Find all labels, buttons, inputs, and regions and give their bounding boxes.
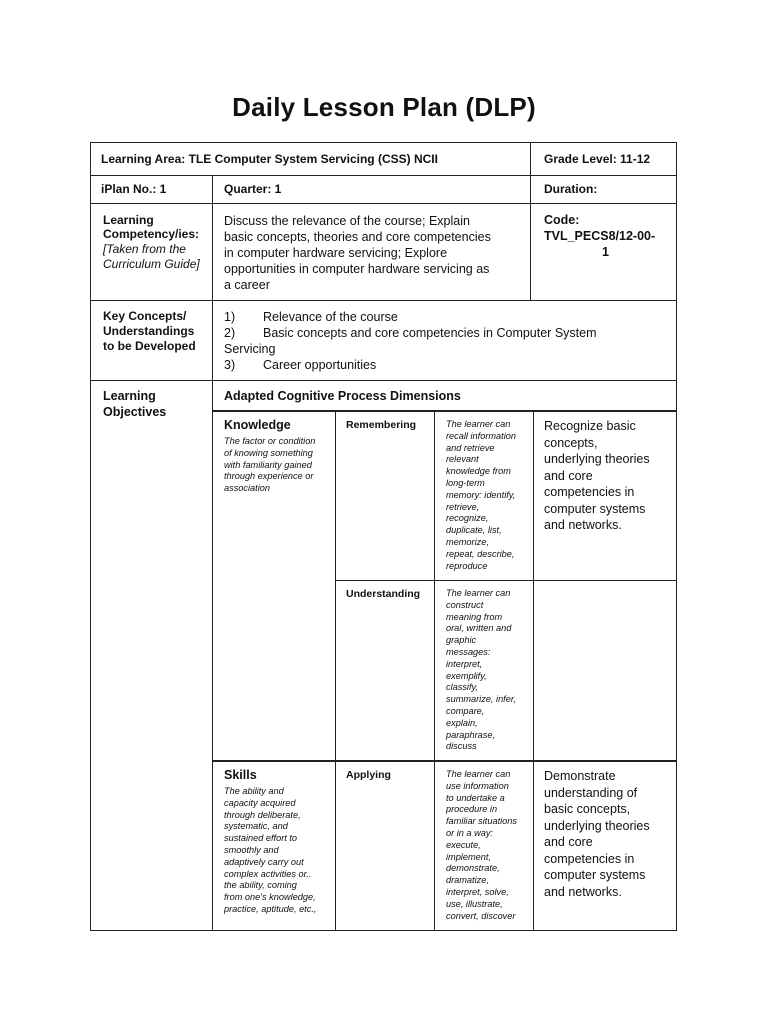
text-line: basic concepts, — [544, 802, 631, 816]
text-line: of knowing something — [224, 447, 313, 458]
text-line: computer systems — [544, 868, 646, 882]
knowledge-title: Knowledge — [224, 418, 291, 432]
page-title: Daily Lesson Plan (DLP) — [232, 92, 536, 122]
row-divider — [212, 760, 677, 762]
text-line: The learner can — [446, 419, 511, 429]
text-line: underlying theories — [544, 452, 650, 466]
text-line: Demonstrate — [544, 769, 616, 783]
understanding-label: Understanding — [346, 588, 421, 600]
text-line: recognize, — [446, 513, 489, 524]
concept-number: 3) — [224, 358, 236, 372]
text-line: long-term — [446, 478, 485, 488]
concept-number: 2) — [224, 326, 236, 340]
text-line: dramatize, — [446, 875, 489, 886]
text-line: Recognize basic — [544, 419, 636, 433]
competency-text: Discuss the relevance of the course; Explain — [224, 214, 470, 228]
competency-text: opportunities in computer hardware servicing as — [224, 262, 490, 276]
concept-item: Relevance of the course — [263, 310, 398, 324]
row-divider — [212, 410, 677, 412]
text-line: relevant — [446, 454, 479, 465]
text-line: understanding of — [544, 785, 638, 800]
text-line: procedure in — [446, 804, 498, 815]
text-line: adaptively carry out — [224, 856, 304, 867]
text-line: The learner can — [446, 769, 511, 779]
column-divider — [212, 175, 213, 380]
text-line: complex activities or.. — [224, 868, 312, 879]
text-line: the ability, coming — [224, 880, 297, 891]
competency-text: a career — [224, 278, 270, 292]
column-divider — [533, 410, 534, 931]
column-divider — [335, 410, 336, 931]
text-line: The factor or condition — [224, 436, 316, 446]
remembering-label: Remembering — [346, 419, 417, 431]
text-line: interpret, — [446, 658, 483, 669]
text-line: competencies in — [544, 485, 635, 499]
text-line: use, illustrate, — [446, 898, 503, 909]
text-line: exemplify, — [446, 670, 487, 681]
code-value: 1 — [602, 245, 609, 259]
text-line: or in a way: — [446, 828, 493, 838]
text-line: demonstrate, — [446, 863, 500, 874]
text-line: with familiarity gained — [224, 459, 312, 470]
column-divider — [530, 142, 531, 300]
objectives-label: Learning — [103, 389, 156, 403]
text-line: from one's knowledge, — [224, 892, 316, 903]
text-line: competencies in — [544, 851, 635, 866]
text-line: discuss — [446, 741, 477, 752]
text-line: sustained effort to — [224, 833, 298, 844]
text-line: concepts, — [544, 435, 598, 450]
row-divider — [90, 300, 677, 301]
text-line: repeat, describe, — [446, 548, 515, 559]
competency-label: Learning — [103, 213, 154, 227]
text-line: convert, discover — [446, 910, 516, 921]
text-line: smoothly and — [224, 845, 279, 855]
text-line: graphic — [446, 635, 477, 646]
text-line: summarize, infer, — [446, 694, 516, 705]
competency-label: Competency/ies: — [103, 227, 200, 241]
row-divider — [90, 380, 677, 381]
applying-label: Applying — [346, 769, 391, 781]
text-line: reproduce — [446, 560, 488, 571]
key-concepts-label: Understandings — [103, 324, 195, 338]
text-line: oral, written and — [446, 623, 512, 634]
text-line: paraphrase, — [446, 729, 496, 740]
dimensions-heading: Adapted Cognitive Process Dimensions — [224, 389, 461, 403]
skills-title: Skills — [224, 768, 257, 782]
text-line: and core — [544, 835, 593, 849]
text-line: The learner can — [446, 588, 511, 598]
concept-item: Career opportunities — [263, 358, 377, 372]
concept-item: Basic concepts and core competencies in Computer System — [263, 326, 597, 340]
text-line: recall information — [446, 430, 516, 441]
text-line: underlying theories — [544, 818, 650, 833]
competency-text: basic concepts, theories and core competencies — [224, 230, 491, 244]
text-line: computer systems — [544, 501, 646, 516]
text-line: The ability and — [224, 786, 284, 796]
text-line: memorize, — [446, 537, 489, 547]
concept-number: 1) — [224, 310, 236, 324]
text-line: use information — [446, 780, 509, 791]
text-line: compare, — [446, 706, 485, 716]
key-concepts-label: Key Concepts/ — [103, 309, 187, 323]
text-line: systematic, and — [224, 821, 288, 832]
text-line: execute, — [446, 839, 481, 850]
text-line: and networks. — [544, 518, 622, 532]
concept-item: Servicing — [224, 342, 276, 356]
text-line: familiar situations — [446, 816, 517, 827]
text-line: classify, — [446, 682, 478, 693]
duration: Duration: — [544, 182, 598, 196]
competency-text: in computer hardware servicing; Explore — [224, 246, 448, 260]
text-line: explain, — [446, 717, 478, 728]
competency-note: [Taken from the — [103, 242, 186, 256]
text-line: construct — [446, 599, 484, 610]
row-divider — [90, 175, 677, 176]
text-line: memory: identify, — [446, 489, 516, 500]
row-divider — [335, 580, 677, 581]
text-line: through deliberate, — [224, 809, 301, 820]
code-label: Code: — [544, 213, 580, 227]
text-line: and retrieve — [446, 442, 495, 453]
text-line: duplicate, list, — [446, 525, 502, 536]
row-divider — [90, 203, 677, 204]
text-line: meaning from — [446, 611, 503, 622]
column-divider — [434, 410, 435, 931]
text-line: messages: — [446, 647, 491, 657]
text-line: knowledge from — [446, 466, 511, 477]
code-value: TVL_PECS8/12-00- — [544, 229, 656, 243]
quarter: Quarter: 1 — [224, 182, 282, 196]
text-line: practice, aptitude, etc., — [224, 904, 317, 914]
text-line: capacity acquired — [224, 797, 296, 808]
text-line: and core — [544, 468, 593, 483]
text-line: to undertake a — [446, 792, 505, 803]
objectives-label: Objectives — [103, 405, 167, 419]
text-line: interpret, solve, — [446, 887, 509, 897]
column-divider — [212, 380, 213, 931]
text-line: retrieve, — [446, 501, 480, 512]
key-concepts-label: to be Developed — [103, 339, 196, 353]
text-line: and networks. — [544, 884, 622, 899]
text-line: association — [224, 483, 270, 494]
text-line: implement, — [446, 851, 491, 862]
learning-area: Learning Area: TLE Computer System Servicing (CSS) NCII — [101, 152, 438, 166]
grade-level: Grade Level: 11-12 — [544, 152, 651, 166]
competency-note: Curriculum Guide] — [103, 257, 200, 271]
iplan-number: iPlan No.: 1 — [101, 182, 167, 196]
text-line: through experience or — [224, 471, 314, 482]
